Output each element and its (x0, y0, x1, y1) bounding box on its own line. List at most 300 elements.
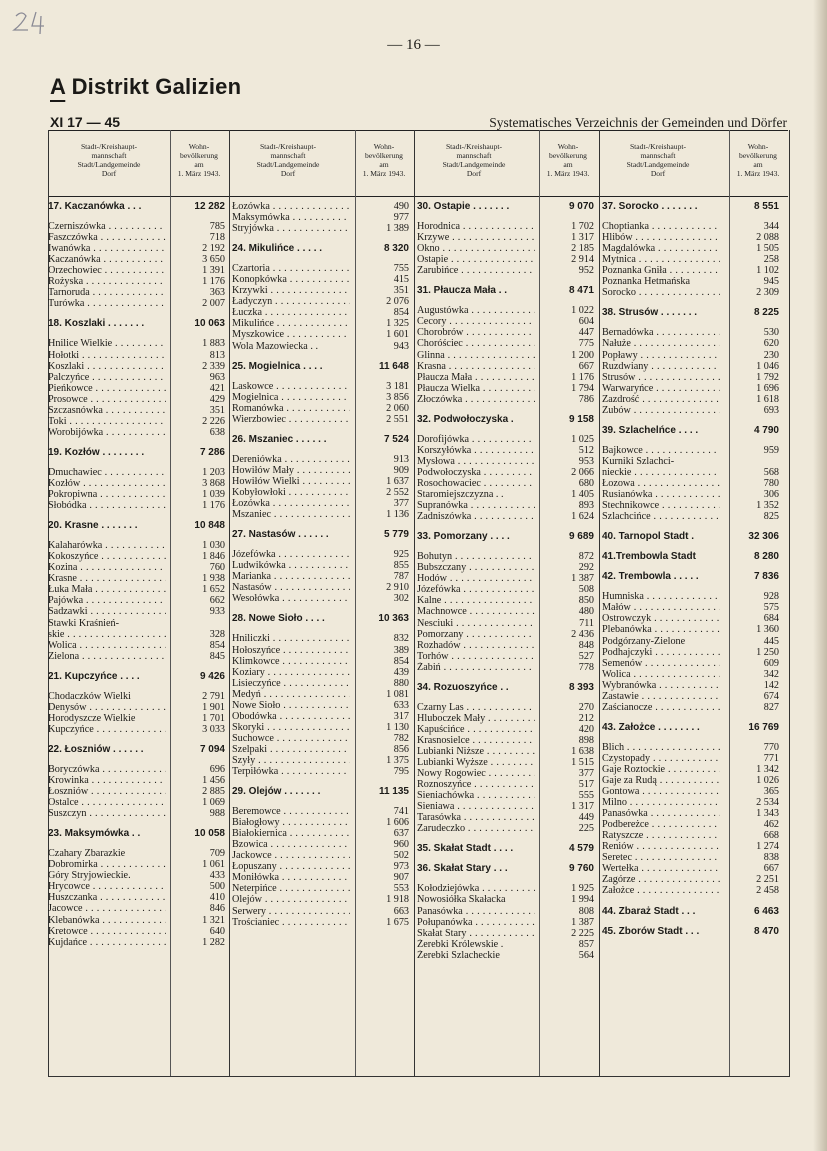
place-population: 1 702 (571, 221, 594, 233)
place-name: Suszczyn . . . (48, 808, 166, 819)
place-row (417, 327, 600, 338)
place-row (232, 263, 415, 274)
district-name: 42. Trembowla . . . . . (602, 571, 699, 583)
place-name: Łuczka . . . (232, 307, 350, 318)
place-name: Magdalówka . . . (602, 243, 720, 254)
row-spacer (232, 425, 415, 434)
place-population: 2 910 (386, 582, 409, 594)
district-name: 23. Maksymówka . . (48, 828, 141, 840)
district-name: 19. Kozłów . . . . . . . . (48, 446, 145, 458)
district-name: 21. Kupczyńce . . . . (48, 670, 140, 682)
place-population: 633 (393, 699, 409, 711)
place-name: Cecory . . . (417, 316, 535, 327)
place-name: Staromiejszczyzna . . (417, 489, 504, 501)
place-row (417, 724, 600, 735)
row-spacer (232, 624, 415, 633)
place-population: 410 (209, 892, 225, 904)
place-name: Żerebki Królewskie . (417, 938, 504, 950)
place-population: 1 025 (571, 433, 594, 445)
place-name: Kapuścińce . . . (417, 724, 535, 735)
place-row (48, 859, 231, 870)
row-spacer (417, 693, 600, 702)
place-row (602, 478, 785, 489)
place-row (417, 232, 600, 243)
district-name: 25. Mogielnica . . . . (232, 360, 323, 372)
place-row (602, 276, 785, 287)
place-population: 555 (578, 790, 594, 802)
place-population: 977 (393, 212, 409, 224)
district-name: 31. Płaucza Mała . . (417, 285, 508, 297)
district-letter: A (50, 74, 66, 99)
place-population: 351 (393, 285, 409, 297)
place-row (232, 223, 415, 234)
place-name: Prosowce . . . (48, 394, 166, 405)
place-population: 1 652 (202, 584, 225, 596)
place-name: Jacowce . . . (48, 903, 166, 914)
place-name: Białogłowy . . . (232, 817, 350, 828)
place-name: Hnilice Wielkie . . . (48, 338, 166, 349)
district-name: 41.Trembowla Stadt (602, 551, 696, 563)
place-population: 292 (578, 562, 594, 574)
place-row (602, 636, 785, 647)
place-population: 2 552 (386, 486, 409, 498)
place-row (602, 489, 785, 500)
district-header-row (417, 285, 600, 296)
place-population: 718 (209, 232, 225, 244)
place-name: Zastawie . . . (602, 691, 720, 702)
district-population: 10 058 (194, 828, 225, 840)
column-header-population: Wohn- bevölkerung am 1. März 1943. (736, 142, 780, 178)
place-row (48, 651, 231, 662)
row-spacer (48, 309, 231, 318)
place-population: 429 (209, 393, 225, 405)
place-name: Stechnikowce . . . (602, 500, 720, 511)
place-row (48, 232, 231, 243)
place-population: 2 225 (571, 927, 594, 939)
district-name: 35. Skałat Stadt . . . . (417, 843, 514, 855)
place-row (232, 633, 415, 644)
district-population: 8 320 (383, 243, 409, 255)
place-row (417, 917, 600, 928)
place-population: 1 696 (756, 382, 779, 394)
place-name: Sorocko . . . (602, 287, 720, 298)
place-population: 711 (579, 617, 594, 629)
place-row (602, 647, 785, 658)
place-row (232, 656, 415, 667)
place-row (232, 414, 415, 425)
district-name: 45. Zborów Stadt . . . (602, 925, 700, 937)
place-name: Howiłów Mały . . . (232, 465, 350, 476)
place-name: Czartoria . . . (232, 263, 350, 274)
row-spacer (48, 329, 231, 338)
place-row (48, 551, 231, 562)
place-name: Suchowce . . . (232, 733, 350, 744)
district-population: 10 848 (194, 520, 225, 532)
place-row (602, 797, 785, 808)
place-population: 3 868 (202, 477, 225, 489)
column-header-place: Stadt-/Kreishaupt- mannschaft Stadt/Landgemeinde Dorf (256, 142, 320, 178)
place-name: Strusów . . . (602, 372, 720, 383)
district-population: 11 648 (378, 360, 409, 372)
place-population: 365 (763, 786, 779, 798)
place-name: Faszczówka . . . (48, 232, 166, 243)
place-population: 1 250 (756, 646, 779, 658)
place-row (48, 478, 231, 489)
place-population: 620 (763, 338, 779, 350)
place-name: Zarubińce . . . (417, 265, 535, 276)
place-population: 1 081 (386, 688, 409, 700)
place-name: Huszczanka . . . (48, 892, 166, 903)
district-name: 38. Strusów . . . . . . . (602, 307, 698, 319)
place-row (602, 658, 785, 669)
place-name: Żabiń . . . (417, 662, 535, 673)
place-row (48, 276, 231, 287)
place-row (232, 318, 415, 329)
place-population: 787 (393, 571, 409, 583)
place-population: 913 (393, 453, 409, 465)
place-population: 1 901 (202, 701, 225, 713)
place-name: Laskowce . . . (232, 381, 350, 392)
place-population: 1 200 (571, 349, 594, 361)
place-name: Bajkowce . . . (602, 445, 720, 456)
place-population: 1 203 (202, 466, 225, 478)
place-row (232, 744, 415, 755)
place-population: 449 (578, 812, 594, 824)
place-row (417, 640, 600, 651)
place-row (232, 755, 415, 766)
place-population: 848 (578, 639, 594, 651)
place-population: 667 (578, 360, 594, 372)
place-population: 1 039 (202, 489, 225, 501)
place-population: 2 192 (202, 243, 225, 255)
place-name: Chodaczków Wielki (48, 690, 131, 702)
place-population: 933 (209, 606, 225, 618)
district-header-row (48, 828, 231, 839)
place-row (232, 733, 415, 744)
place-population: 1 638 (571, 745, 594, 757)
place-name: Koszlaki . . . (48, 361, 166, 372)
place-population: 667 (763, 863, 779, 875)
place-row (602, 669, 785, 680)
place-population: 907 (393, 872, 409, 884)
place-row (417, 662, 600, 673)
place-name: Hrycowce . . . (48, 881, 166, 892)
row-spacer (48, 819, 231, 828)
place-name: Konopkówka . . . (232, 274, 350, 285)
pencil-mark (10, 8, 56, 38)
place-row (602, 394, 785, 405)
district-header-row (48, 520, 231, 531)
place-name: Łozówka . . . (232, 201, 350, 212)
place-name: Worobijówka . . . (48, 427, 166, 438)
place-name: Neterpińce . . . (232, 883, 350, 894)
row-spacer (232, 372, 415, 381)
place-row (232, 509, 415, 520)
place-name: Tarasówka . . . (417, 812, 535, 823)
place-row (417, 651, 600, 662)
place-row (232, 476, 415, 487)
place-row (232, 689, 415, 700)
district-header-row (602, 571, 785, 582)
place-population: 854 (393, 307, 409, 319)
district-name: 30. Ostapie . . . . . . . (417, 201, 510, 212)
place-name: Zadniszówka . . . (417, 511, 535, 522)
place-population: 960 (393, 839, 409, 851)
district-population: 9 158 (568, 413, 594, 425)
place-population: 1 601 (386, 329, 409, 341)
place-population: 1 061 (202, 859, 225, 871)
place-name: Rusianówka . . . (602, 489, 720, 500)
row-spacer (417, 874, 600, 883)
district-name: 40. Tarnopol Stadt . (602, 531, 695, 543)
place-name: Kozłów . . . (48, 478, 166, 489)
district-name: 44. Zbaraż Stadt . . . (602, 905, 696, 917)
place-population: 1 069 (202, 797, 225, 809)
place-name: Połupanówka . . . (417, 917, 535, 928)
place-name: Maksymówka . . . (232, 212, 350, 223)
place-population: 854 (209, 639, 225, 651)
place-population: 500 (209, 881, 225, 893)
place-population: 1 994 (571, 894, 594, 906)
place-row (48, 702, 231, 713)
place-name: Blich . . . (602, 742, 720, 753)
district-header-row (602, 425, 785, 436)
place-name: Myszkowice . . . (232, 329, 350, 340)
place-population: 389 (393, 644, 409, 656)
place-row (602, 350, 785, 361)
place-name: Szlachcińce . . . (602, 511, 720, 522)
place-row (602, 456, 785, 467)
place-row (48, 298, 231, 309)
place-population: 855 (393, 560, 409, 572)
district-population: 9 070 (568, 201, 594, 212)
district-population: 32 306 (748, 531, 779, 543)
place-row (602, 680, 785, 691)
column-header-population: Wohn- bevölkerung am 1. März 1943. (177, 142, 221, 178)
place-name: Krasna . . . (417, 361, 535, 372)
place-row (417, 562, 600, 573)
place-name: Serwery . . . (232, 906, 350, 917)
place-row (232, 560, 415, 571)
place-population: 760 (209, 562, 225, 574)
place-name: Semenów . . . (602, 658, 720, 669)
row-spacer (602, 522, 785, 531)
place-name: Poznanka Gniła . . . (602, 265, 720, 276)
row-spacer (602, 562, 785, 571)
district-population: 8 393 (568, 681, 594, 693)
place-population: 1 389 (386, 223, 409, 235)
place-row (417, 361, 600, 372)
place-row (602, 383, 785, 394)
place-population: 342 (763, 668, 779, 680)
place-name: Torhów . . . (417, 651, 535, 662)
place-population: 317 (393, 710, 409, 722)
place-population: 827 (763, 701, 779, 713)
place-name: Roznoszyńce . . . (417, 779, 535, 790)
place-population: 1 317 (571, 801, 594, 813)
place-row (48, 892, 231, 903)
place-name: Hołotki . . . (48, 350, 166, 361)
place-row (48, 926, 231, 937)
place-population: 1 274 (756, 841, 779, 853)
place-row (602, 287, 785, 298)
district-header-row (232, 613, 415, 624)
place-row (602, 841, 785, 852)
place-population: 856 (393, 743, 409, 755)
place-name: Obodówka . . . (232, 711, 350, 722)
place-population: 575 (763, 602, 779, 614)
place-row (417, 950, 600, 961)
place-name: Wertełka . . . (602, 863, 720, 874)
place-population: 1 938 (202, 573, 225, 585)
place-row (417, 702, 600, 713)
place-name: Wola Mazowiecka . . (232, 340, 319, 352)
place-row (48, 350, 231, 361)
place-name: Tarnoruda . . . (48, 287, 166, 298)
place-row (48, 629, 231, 640)
place-name: Czarny Las . . . (417, 702, 535, 713)
place-population: 854 (393, 655, 409, 667)
district-population: 8 225 (753, 307, 779, 319)
place-name: Howiłów Wielki . . . (232, 476, 350, 487)
row-spacer (417, 296, 600, 305)
place-name: Krasnosielce . . . (417, 735, 535, 746)
place-population: 741 (393, 806, 409, 818)
column-header-place: Stadt-/Kreishaupt- mannschaft Stadt/Landgemeinde Dorf (626, 142, 690, 178)
place-name: Sieniawa . . . (417, 801, 535, 812)
row-spacer (232, 352, 415, 361)
place-name: Okno . . . (417, 243, 535, 254)
place-row (48, 848, 231, 859)
place-row (602, 742, 785, 753)
place-row (602, 405, 785, 416)
district-header-row (602, 906, 785, 917)
page-edge-shadow (813, 0, 827, 1151)
place-name: Olejów . . . (232, 894, 350, 905)
place-name: Wolica . . . (48, 640, 166, 651)
place-row (232, 883, 415, 894)
district-header-row (602, 531, 785, 542)
place-population: 2 914 (571, 254, 594, 266)
place-row (48, 691, 231, 702)
district-header-row (602, 307, 785, 318)
place-population: 1 342 (756, 763, 779, 775)
place-row (232, 381, 415, 392)
place-population: 512 (578, 444, 594, 456)
place-name: Machnowce . . . (417, 606, 535, 617)
place-row (232, 700, 415, 711)
place-row (417, 221, 600, 232)
place-name: Kupczyńce . . . (48, 724, 166, 735)
place-name: Horodnica . . . (417, 221, 535, 232)
place-name: Ruzdwiany . . . (602, 361, 720, 372)
place-name: Supranówka . . . (417, 500, 535, 511)
place-population: 3 181 (386, 380, 409, 392)
place-population: 1 846 (202, 551, 225, 563)
place-population: 825 (763, 511, 779, 523)
place-population: 306 (763, 489, 779, 501)
place-row (602, 775, 785, 786)
place-row (417, 595, 600, 606)
row-spacer (48, 839, 231, 848)
place-name: Beremowce . . . (232, 806, 350, 817)
row-spacer (232, 520, 415, 529)
place-row (232, 296, 415, 307)
place-row (417, 779, 600, 790)
place-population: 928 (763, 591, 779, 603)
place-name: Krzywki . . . (232, 285, 350, 296)
place-population: 530 (763, 327, 779, 339)
place-name: Mytnica . . . (602, 254, 720, 265)
district-population: 8 470 (753, 925, 779, 937)
place-name: Szyły . . . (232, 755, 350, 766)
place-name: Lubianki Wyższe . . . (417, 757, 535, 768)
page-subtitle: Systematisches Verzeichnis der Gemeinden und Dörfer (489, 115, 787, 130)
place-population: 225 (578, 823, 594, 835)
place-name: Klebanówka . . . (48, 915, 166, 926)
place-row (602, 786, 785, 797)
place-population: 1 606 (386, 817, 409, 829)
row-spacer (232, 254, 415, 263)
row-spacer (417, 425, 600, 434)
place-row (48, 881, 231, 892)
place-population: 2 551 (386, 413, 409, 425)
district-population: 8 280 (753, 551, 779, 563)
row-spacer (417, 542, 600, 551)
place-name: Zagórze . . . (602, 874, 720, 885)
place-population: 568 (763, 466, 779, 478)
place-row (602, 243, 785, 254)
place-name: Kujdańce . . . (48, 937, 166, 948)
place-name: Kozina . . . (48, 562, 166, 573)
place-name: Pieńkowce . . . (48, 383, 166, 394)
place-population: 945 (763, 276, 779, 288)
place-row (602, 830, 785, 841)
district-name: 34. Rozuoszyńce . . (417, 681, 509, 693)
place-row (48, 562, 231, 573)
place-row (48, 427, 231, 438)
row-spacer (417, 212, 600, 221)
place-row (232, 392, 415, 403)
place-name: Pokropiwna . . . (48, 489, 166, 500)
place-row (48, 606, 231, 617)
row-spacer (417, 276, 600, 285)
district-name: 32. Podwołoczyska . (417, 413, 514, 425)
place-name: Góry Stryjowieckie. (48, 870, 131, 882)
place-row (417, 338, 600, 349)
place-population: 447 (578, 327, 594, 339)
place-name: Wierzbowiec . . . (232, 414, 350, 425)
place-population: 2 885 (202, 786, 225, 798)
place-population: 2 534 (756, 797, 779, 809)
place-population: 270 (578, 701, 594, 713)
place-row (232, 806, 415, 817)
row-spacer (602, 212, 785, 221)
place-name: Płaucza Wielka . . . (417, 383, 535, 394)
place-population: 344 (763, 221, 779, 233)
place-name: Hlibów . . . (602, 232, 720, 243)
place-population: 832 (393, 633, 409, 645)
place-population: 508 (578, 584, 594, 596)
row-spacer (48, 511, 231, 520)
gazetteer-column (417, 201, 600, 961)
place-row (602, 232, 785, 243)
place-population: 363 (209, 287, 225, 299)
place-population: 872 (578, 551, 594, 563)
district-name: 37. Sorocko . . . . . . . (602, 201, 698, 212)
place-name: Gontowa . . . (602, 786, 720, 797)
place-name: Podbereżce . . . (602, 819, 720, 830)
